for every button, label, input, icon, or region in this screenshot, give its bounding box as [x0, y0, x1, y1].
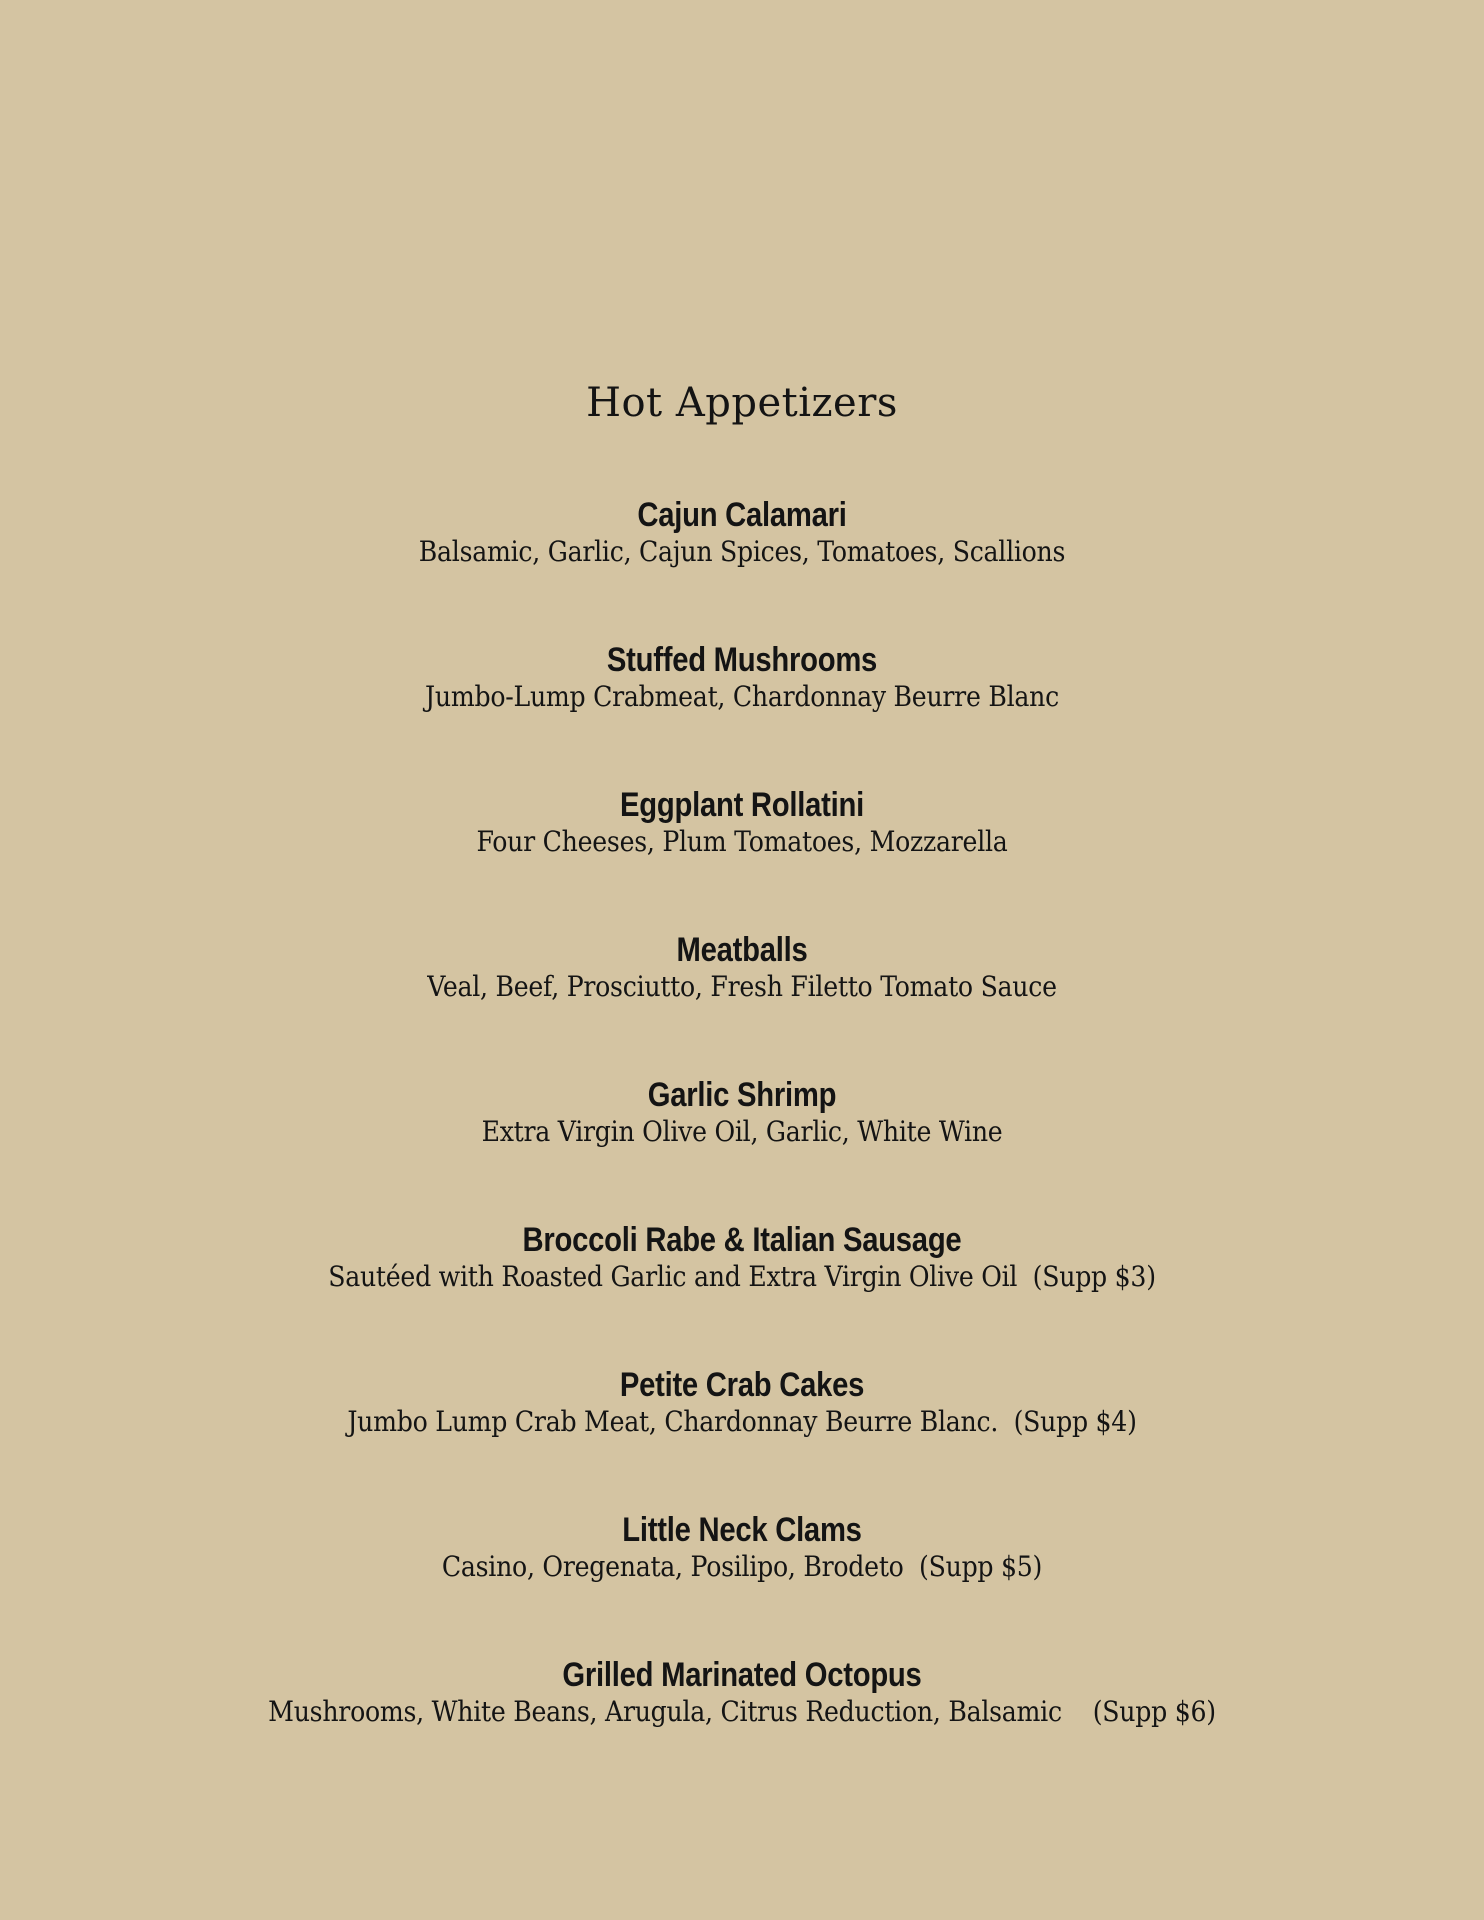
menu-item-garlic-shrimp — [0, 1075, 1484, 1220]
menu-item-meatballs — [0, 930, 1484, 1075]
menu-item-description: Four Cheeses, Plum Tomatoes, Mozzarella — [476, 825, 1008, 858]
menu-item-name: Eggplant Rollatini — [620, 786, 864, 824]
menu-item-eggplant-rollatini — [0, 785, 1484, 930]
menu-item-description: Jumbo-Lump Crabmeat, Chardonnay Beurre Blanc — [425, 680, 1059, 713]
menu-item-description: Sautéed with Roasted Garlic and Extra Virgin Olive Oil (Supp $3) — [328, 1260, 1156, 1293]
menu-item-name: Garlic Shrimp — [647, 1076, 837, 1114]
menu-item-name: Cajun Calamari — [637, 496, 847, 534]
section-title: Hot Appetizers — [586, 380, 898, 426]
menu-item-name: Meatballs — [676, 931, 808, 969]
menu-item-name: Little Neck Clams — [622, 1511, 862, 1549]
menu-item-description: Veal, Beef, Prosciutto, Fresh Filetto Tomato Sauce — [427, 970, 1057, 1003]
menu-item-description: Jumbo Lump Crab Meat, Chardonnay Beurre Blanc. (Supp $4) — [347, 1405, 1137, 1438]
menu-item-stuffed-mushrooms — [0, 640, 1484, 785]
menu-item-petite-crab-cakes — [0, 1365, 1484, 1510]
menu-item-description: Balsamic, Garlic, Cajun Spices, Tomatoes, Scallions — [418, 535, 1066, 568]
menu-item-grilled-octopus — [0, 1655, 1484, 1800]
menu-item-name: Petite Crab Cakes — [619, 1366, 865, 1404]
menu-item-name: Broccoli Rabe & Italian Sausage — [522, 1221, 962, 1259]
menu-item-description: Mushrooms, White Beans, Arugula, Citrus Reduction, Balsamic (Supp $6) — [268, 1695, 1216, 1728]
menu-item-description: Extra Virgin Olive Oil, Garlic, White Wine — [481, 1115, 1003, 1148]
menu-item-name: Stuffed Mushrooms — [606, 641, 878, 679]
menu-item-description: Casino, Oregenata, Posilipo, Brodeto (Supp $5) — [441, 1550, 1043, 1583]
menu-item-broccoli-rabe-sausage — [0, 1220, 1484, 1365]
menu-list — [0, 495, 1484, 1800]
menu-item-cajun-calamari — [0, 495, 1484, 640]
menu-item-little-neck-clams — [0, 1510, 1484, 1655]
menu-item-name: Grilled Marinated Octopus — [562, 1656, 922, 1694]
